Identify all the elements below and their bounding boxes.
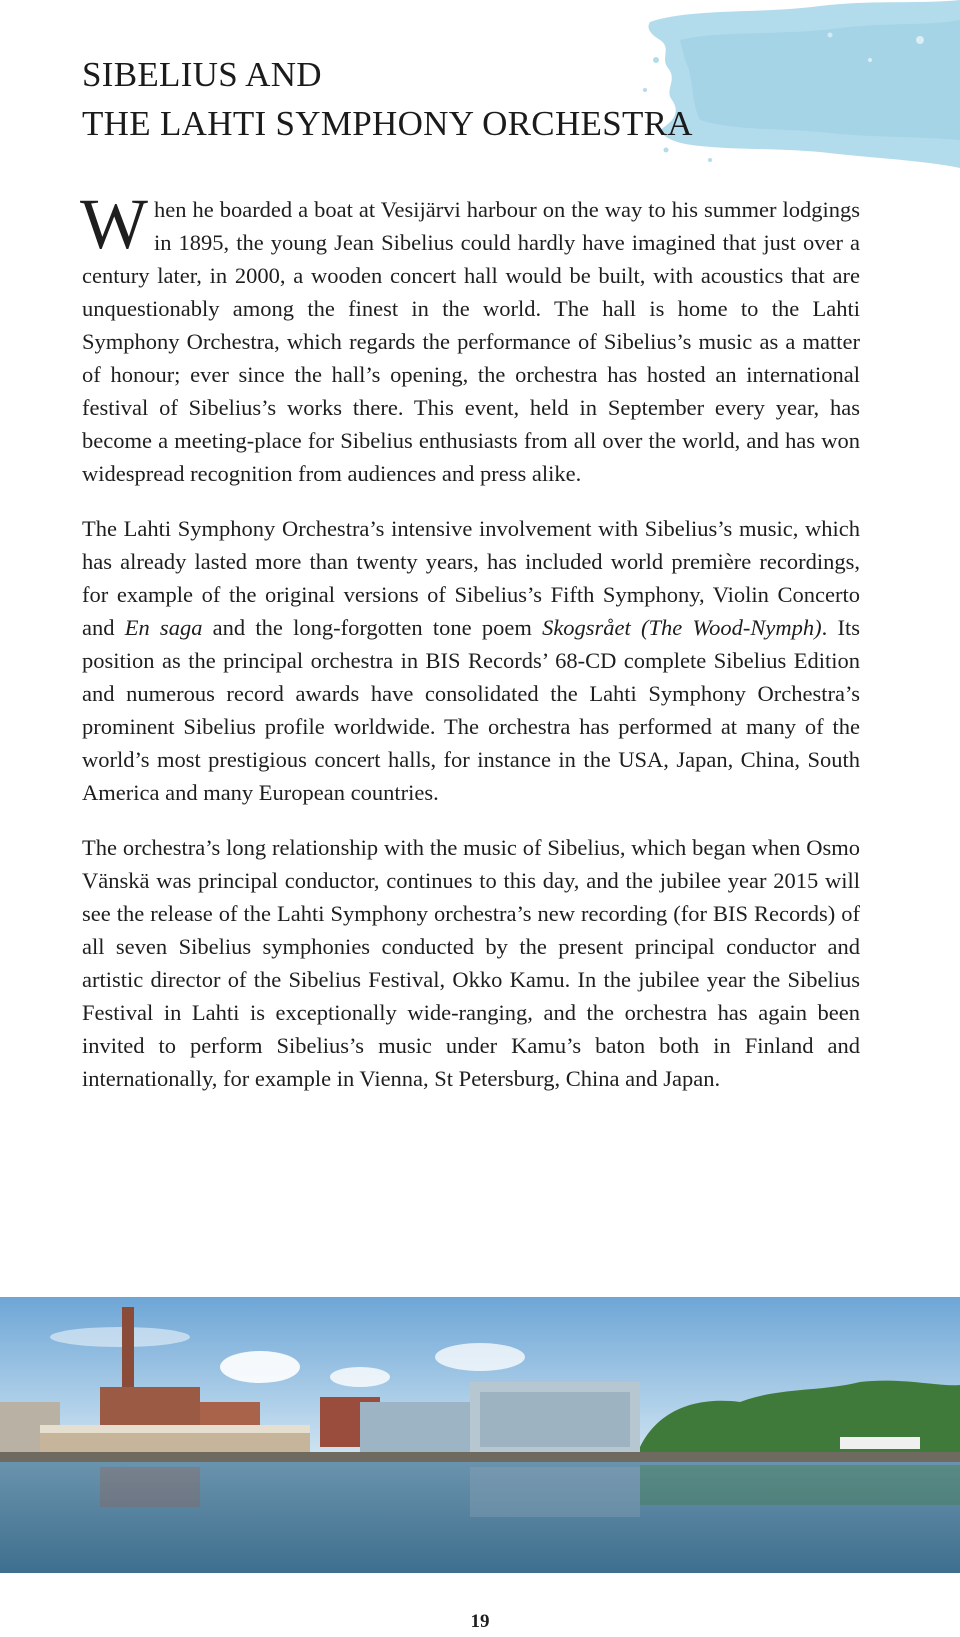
- page-title: [82, 50, 693, 148]
- paragraph-2: [82, 512, 860, 809]
- title-line-2: THE LAHTI SYMPHONY ORCHESTRA: [82, 104, 693, 143]
- lahti-harbour-photo: [0, 1297, 960, 1573]
- paragraph-3-text: The orchestra’s long relationship with the music of Sibelius, which began when Osmo Vänskä was principal conductor, continues to this day, and the jubilee year 2015 will see the release of the Lahti Symphony orchestra’s new recording (for BIS Records) of all seven Sibelius symphonies conducted by the present principal conductor and artistic director of the Sibelius Festival, Okko Kamu. In the jubilee year the Sibelius Festival in Lahti is exceptionally wide-ranging, and the orchestra has again been invited to perform Sibelius’s music under Kamu’s baton both in Finland and internationally, for example in Vienna, St Petersburg, China and Japan.: [82, 835, 860, 1091]
- paragraph-1: [80, 184, 860, 490]
- drop-cap: W: [80, 184, 148, 264]
- title-skogsraet: Skogsrået (The Wood-Nymph): [542, 615, 822, 640]
- paragraph-3: [82, 831, 860, 1095]
- paragraph-2-text-a: The Lahti Symphony Orchestra’s intensive involvement with Sibelius’s music, which has already lasted more than twenty years, has included world première recordings, for example of the original versions of Sibelius’s Fifth Symphony, Violin Concerto and: [82, 516, 860, 640]
- page-number: 19: [470, 1611, 490, 1632]
- paragraph-2-text-b: and the long-forgotten tone poem: [202, 615, 543, 640]
- article-body: [80, 184, 861, 1117]
- paragraph-2-text-c: . Its position as the principal orchestra in BIS Records’ 68-CD complete Sibelius Edition and numerous record awards have consolidated the Lahti Symphony Orchestra’s prominent Sibelius profile worldwide. The orchestra has performed at many of the world’s most prestigious concert halls, for instance in the USA, Japan, China, South America and many European countries.: [82, 615, 861, 805]
- title-en-saga: En saga: [124, 615, 203, 640]
- title-line-1: SIBELIUS AND: [82, 55, 322, 94]
- paragraph-1-text: hen he boarded a boat at Vesijärvi harbour on the way to his summer lodgings in 1895, the young Jean Sibelius could hardly have imagined that just over a century later, in 2000, a wooden concert hall would be built, with acoustics that are unquestionably among the finest in the world. The hall is home to the Lahti Symphony Orchestra, which regards the performance of Sibelius’s music as a matter of honour; ever since the hall’s opening, the orchestra has hosted an international festival of Sibelius’s works there. This event, held in September every year, has become a meeting-place for Sibelius enthusiasts from all over the world, and has won widespread recognition from audiences and press alike.: [82, 197, 860, 486]
